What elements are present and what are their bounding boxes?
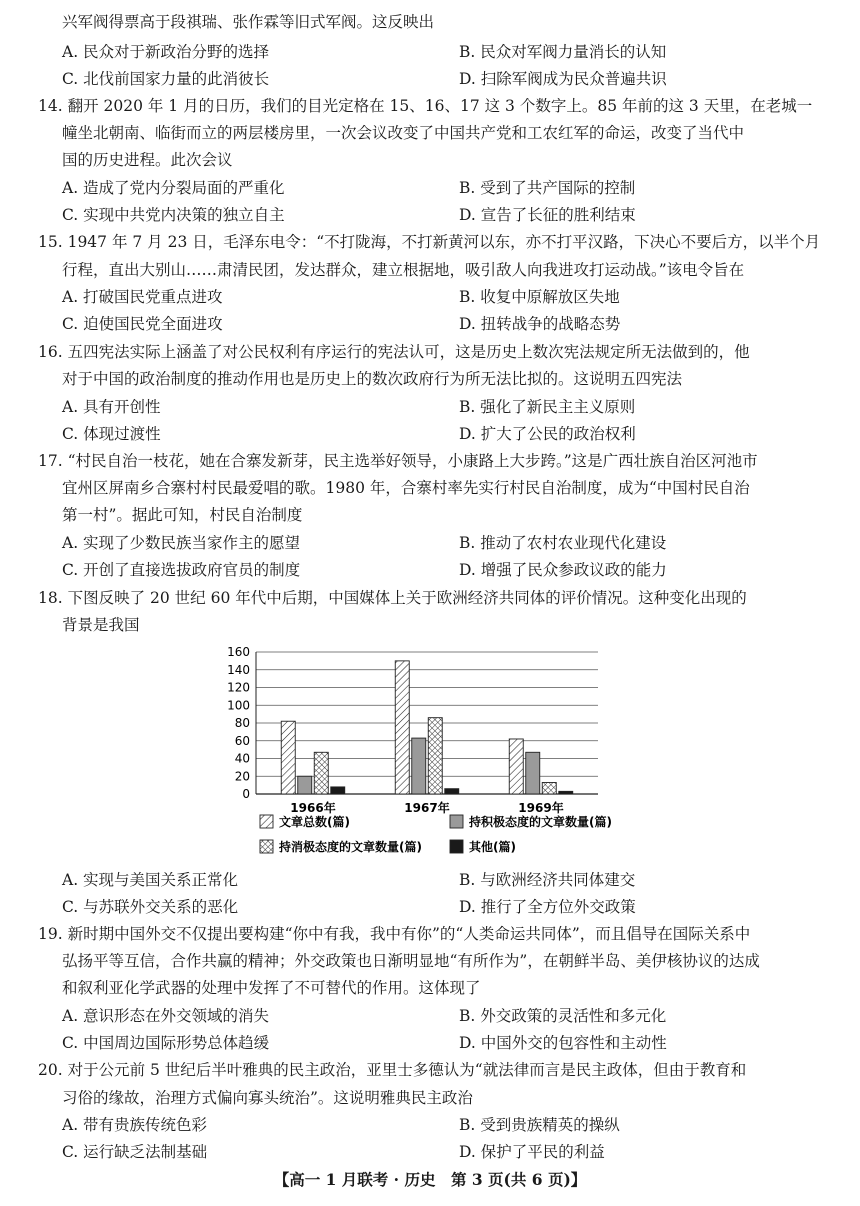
legend-label: 其他(篇) [469,840,516,854]
q16-option-c: C. 体现过渡性 [62,425,161,443]
q19-stem-line-1: 19. 新时期中国外交不仅提出要构建“你中有我，我中有你”的“人类命运共同体”，而且倡导在国际关系中 [38,925,751,943]
q19-option-d: D. 中国外交的包容性和主动性 [459,1034,667,1052]
q20-option-c: C. 运行缺乏法制基础 [62,1143,208,1161]
q13-stem-tail: 兴军阀得票高于段祺瑞、张作霖等旧式军阀。这反映出 [62,13,435,31]
q17-stem-line-3: 第一村”。据此可知，村民自治制度 [62,506,303,524]
bar-4-1967年 [445,789,459,794]
x-axis-categories [290,800,563,815]
legend-swatch [450,840,463,853]
y-tick-label: 100 [227,698,250,713]
bar-2-1966年 [298,776,312,794]
chart-legend [260,814,612,854]
q16-stem-line-1: 16. 五四宪法实际上涵盖了对公民权利有序运行的宪法认可，这是历史上数次宪法规定所无法做到的，他 [38,343,750,361]
y-tick-label: 60 [234,733,250,748]
bar-4-1966年 [331,787,345,794]
legend-swatch [260,840,273,853]
chart-grid [256,652,598,794]
q18-option-a: A. 实现与美国关系正常化 [62,871,239,889]
footer-page-number: 第 3 页(共 6 页)】 [435,1170,587,1189]
q17-option-d: D. 增强了民众参政议政的能力 [459,561,667,579]
chart-bars [281,661,573,794]
q19-option-a: A. 意识形态在外交领域的消失 [62,1007,270,1025]
q18-stem-line-1: 18. 下图反映了 20 世纪 60 年代中后期，中国媒体上关于欧洲经济共同体的评价情况。这种变化出现的 [38,589,747,607]
q17-option-a: A. 实现了少数民族当家作主的愿望 [62,534,301,552]
q13-option-c: C. 北伐前国家力量的此消彼长 [62,70,270,88]
q16-option-d: D. 扩大了公民的政治权利 [459,425,636,443]
bar-1-1967年 [395,661,409,794]
y-tick-label: 20 [234,769,250,784]
q20-option-a: A. 带有贵族传统色彩 [62,1116,208,1134]
q14-stem-line-3: 国的历史进程。此次会议 [62,151,233,169]
bar-2-1967年 [412,738,426,794]
q15-option-a: A. 打破国民党重点进攻 [62,288,223,306]
q17-option-c: C. 开创了直接选拔政府官员的制度 [62,561,301,579]
q20-stem-line-2: 习俗的缘故，治理方式偏向寡头统治”。这说明雅典民主政治 [62,1089,473,1107]
legend-label: 持消极态度的文章数量(篇) [279,840,422,854]
q17-stem-line-1: 17. “村民自治一枝花，她在合寨发新芽，民主选举好领导，小康路上大步跨。”这是广西壮族自治区河池市 [38,452,758,470]
q16-stem-line-2: 对于中国的政治制度的推动作用也是历史上的数次政府行为所无法比拟的。这说明五四宪法 [62,370,683,388]
q15-stem-line-2: 行程，直出大别山……肃清民团，发达群众，建立根据地，吸引敌人向我进攻打运动战。”该电令旨在 [62,261,745,279]
bar-1-1969年 [509,739,523,794]
y-tick-label: 120 [227,680,250,695]
y-axis-ticks [227,645,250,801]
q13-option-b: B. 民众对军阀力量消长的认知 [459,43,667,61]
legend-label: 持积极态度的文章数量(篇) [469,815,612,829]
q14-option-a: A. 造成了党内分裂局面的严重化 [62,179,285,197]
q14-option-b: B. 受到了共产国际的控制 [459,179,636,197]
bar-4-1969年 [559,791,573,794]
q19-stem-line-2: 弘扬平等互信，合作共赢的精神；外交政策也日渐明显地“有所作为”，在朝鲜半岛、美伊核协议的达成 [62,952,760,970]
q20-option-b: B. 受到贵族精英的操纵 [459,1116,620,1134]
q14-stem-line-2: 幢坐北朝南、临街而立的两层楼房里，一次会议改变了中国共产党和工农红军的命运，改变了当代中 [62,124,745,142]
x-category-label: 1966年 [290,801,336,815]
q18-option-b: B. 与欧洲经济共同体建交 [459,871,636,889]
q15-option-d: D. 扭转战争的战略态势 [459,315,621,333]
y-tick-label: 140 [227,662,250,677]
q19-option-c: C. 中国周边国际形势总体趋缓 [62,1034,270,1052]
q13-option-d: D. 扫除军阀成为民众普遍共识 [459,70,667,88]
x-category-label: 1967年 [404,801,450,815]
q15-option-c: C. 迫使国民党全面进攻 [62,315,223,333]
article-count-bar-chart [220,640,640,862]
y-tick-label: 0 [242,787,250,801]
q16-option-a: A. 具有开创性 [62,398,161,416]
q15-option-b: B. 收复中原解放区失地 [459,288,620,306]
q19-option-b: B. 外交政策的灵活性和多元化 [459,1007,667,1025]
q17-option-b: B. 推动了农村农业现代化建设 [459,534,667,552]
bar-2-1969年 [526,752,540,794]
q14-option-c: C. 实现中共党内决策的独立自主 [62,206,285,224]
q17-stem-line-2: 宜州区屏南乡合寨村村民最爱唱的歌。1980 年，合寨村率先实行村民自治制度，成为“中国村民自治 [62,479,750,497]
q15-stem-line-1: 15. 1947 年 7 月 23 日，毛泽东电令：“不打陇海，不打新黄河以东，亦不打平汉路，下决心不要后方，以半个月 [38,233,821,251]
legend-swatch [450,815,463,828]
q18-option-c: C. 与苏联外交关系的恶化 [62,898,239,916]
legend-label: 文章总数(篇) [279,815,350,829]
y-tick-label: 80 [234,716,250,730]
footer-exam-label: 【高一 1 月联考 · [273,1170,405,1189]
bar-1-1966年 [281,721,295,794]
x-category-label: 1969年 [518,801,564,815]
q19-stem-line-3: 和叙利亚化学武器的处理中发挥了不可替代的作用。这体现了 [62,979,481,997]
bar-3-1967年 [428,718,442,794]
q20-stem-line-1: 20. 对于公元前 5 世纪后半叶雅典的民主政治，亚里士多德认为“就法律而言是民主政体，但由于教育和 [38,1061,747,1079]
page-footer [0,1168,860,1190]
q14-option-d: D. 宣告了长征的胜利结束 [459,206,636,224]
q16-option-b: B. 强化了新民主主义原则 [459,398,636,416]
bar-3-1969年 [542,782,556,794]
footer-subject: 历史 [404,1170,436,1189]
q14-stem-line-1: 14. 翻开 2020 年 1 月的日历，我们的目光定格在 15、16、17 这 3 个数字上。85 年前的这 3 天里，在老城一 [38,97,813,115]
y-tick-label: 40 [234,751,250,766]
legend-swatch [260,815,273,828]
q13-option-a: A. 民众对于新政治分野的选择 [62,43,270,61]
y-tick-label: 160 [227,645,250,659]
q18-stem-line-2: 背景是我国 [62,616,140,634]
q18-option-d: D. 推行了全方位外交政策 [459,898,636,916]
bar-3-1966年 [314,752,328,794]
q20-option-d: D. 保护了平民的利益 [459,1143,605,1161]
